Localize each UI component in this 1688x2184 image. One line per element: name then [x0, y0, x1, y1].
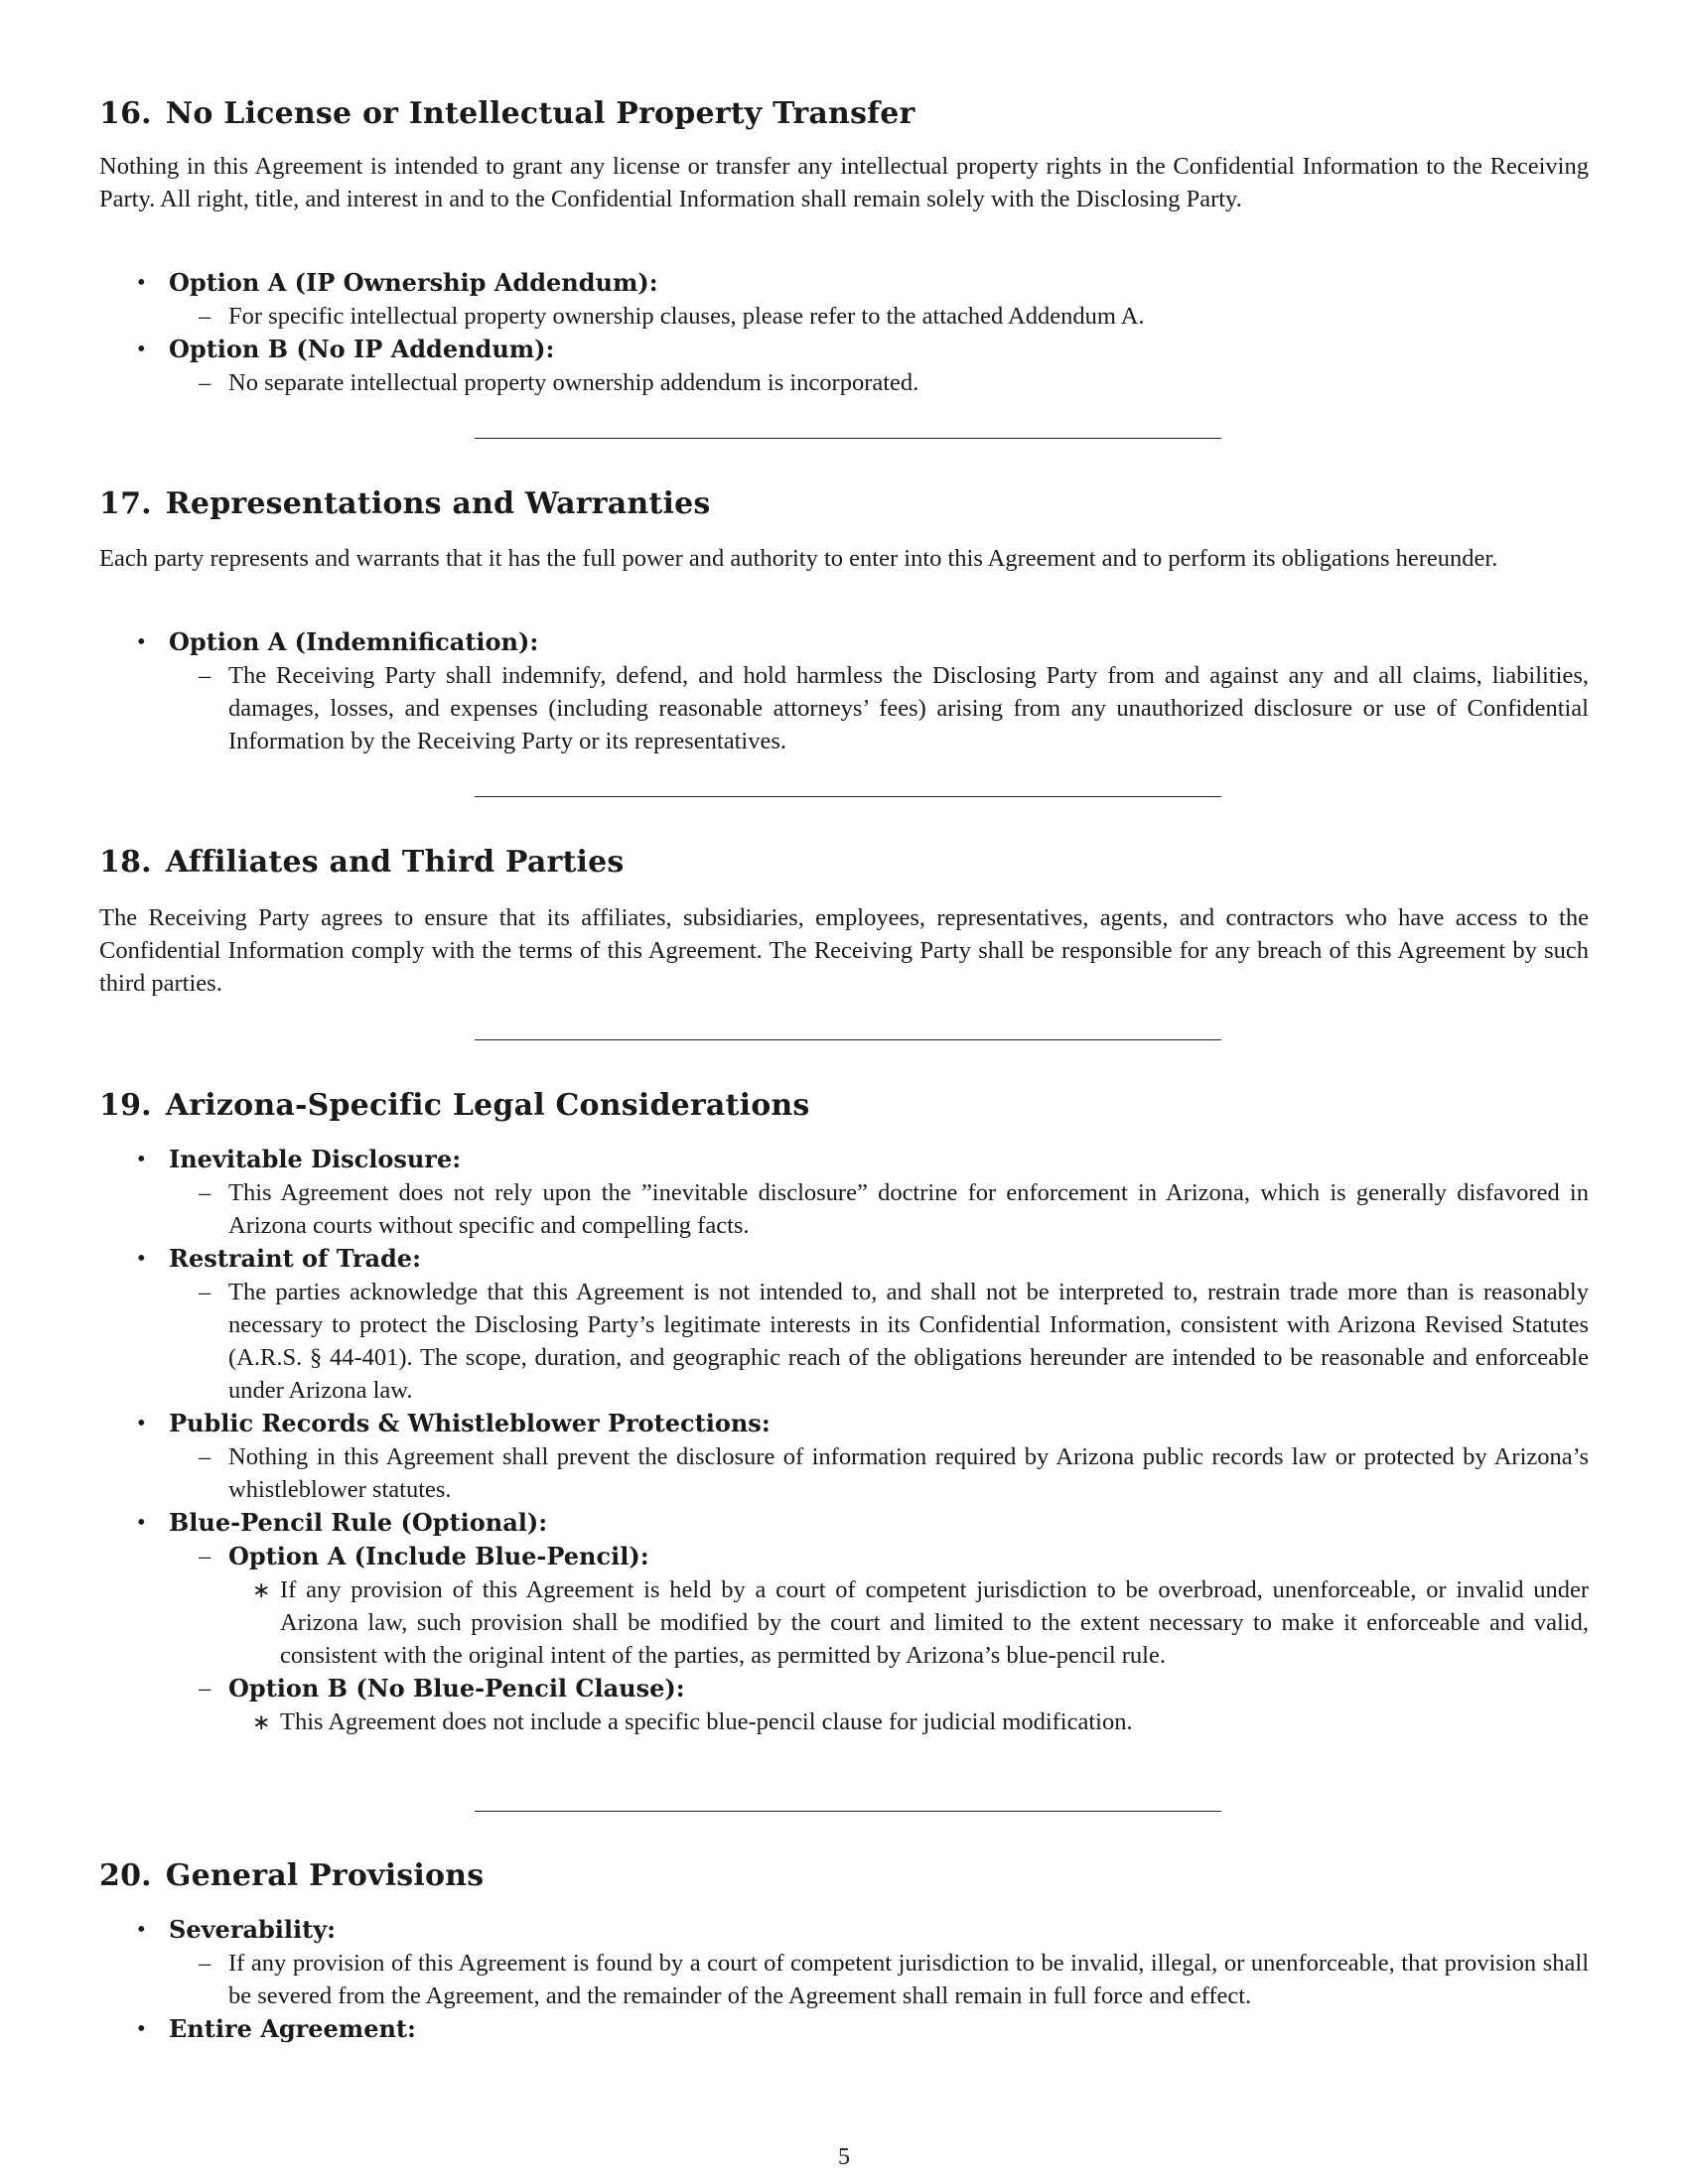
section-divider [475, 796, 1221, 797]
list-item: • Inevitable Disclosure: [137, 1145, 462, 1173]
list-item: • Option A (Indemnification): [137, 627, 539, 656]
list-subsubitem: ∗ If any provision of this Agreement is held by a court of competent jurisdiction to be overbroad, unenforceable, or invalid under Arizona law, such provision shall be modified by the court and limited to the extent necessary to make it enforceable and valid, consistent with the original intent of the parties, as permitted by Arizona’s blue-pencil rule. [252, 1576, 1589, 1669]
section-19-list [99, 1143, 1589, 1738]
list-subitem: – Option B (No Blue-Pencil Clause): [199, 1674, 685, 1703]
section-17-heading: 17. Representations and Warranties [99, 486, 711, 521]
section-19-heading: 19. Arizona-Specific Legal Considerations [99, 1088, 810, 1123]
list-subitem: – Option A (Include Blue-Pencil): [199, 1542, 649, 1570]
list-item: • Public Records & Whistleblower Protections: [137, 1409, 771, 1437]
list-item: • Restraint of Trade: [137, 1244, 421, 1273]
list-item: • Option B (No IP Addendum): [137, 335, 555, 363]
list-item: • Entire Agreement: [137, 2014, 416, 2043]
list-subitem: – The parties acknowledge that this Agreement is not intended to, and shall not be interpreted to, restrain trade more than is reasonably necessary to protect the Disclosing Party’s legitimate interests in its Confidential Information, consistent with Arizona Revised Statutes (A.R.S. § 44-401). The scope, duration, and geographic reach of the obligations hereunder are intended to be reasonable and enforceable under Arizona law. [199, 1279, 1589, 1404]
section-17-body: Each party represents and warrants that it has the full power and authority to enter into this Agreement and to perform its obligations hereunder. [99, 545, 1498, 572]
list-item: • Option A (IP Ownership Addendum): [137, 268, 658, 297]
section-16-body: Nothing in this Agreement is intended to grant any license or transfer any intellectual property rights in the Confidential Information to the Receiving Party. All right, title, and interest in and to the Confidential Information shall remain solely with the Disclosing Party. [99, 153, 1589, 212]
page-number: 5 [838, 2144, 850, 2170]
list-item: • Severability: [137, 1915, 337, 1944]
list-subsubitem: ∗ This Agreement does not include a specific blue-pencil clause for judicial modification. [252, 1708, 1133, 1735]
section-divider [475, 1811, 1221, 1812]
document-page [99, 0, 1589, 2184]
section-18-heading: 18. Affiliates and Third Parties [99, 845, 625, 880]
section-20-list [99, 1913, 1589, 2046]
section-16-heading: 16. No License or Intellectual Property Transfer [99, 96, 915, 131]
section-17-list [99, 625, 1589, 757]
list-item: • Blue-Pencil Rule (Optional): [137, 1508, 548, 1537]
section-18-body: The Receiving Party agrees to ensure that its affiliates, subsidiaries, employees, representatives, agents, and contractors who have access to the Confidential Information comply with the terms of this Agreement. The Receiving Party shall be responsible for any breach of this Agreement by such third parties. [99, 904, 1589, 997]
list-subitem: – Nothing in this Agreement shall prevent the disclosure of information required by Arizona public records law or protected by Arizona’s whistleblower statutes. [199, 1443, 1589, 1503]
list-subitem: – No separate intellectual property ownership addendum is incorporated. [199, 369, 919, 396]
list-subitem: – If any provision of this Agreement is found by a court of competent jurisdiction to be invalid, illegal, or unenforceable, that provision shall be severed from the Agreement, and the remainder of the Agreement shall remain in full force and effect. [199, 1950, 1589, 2009]
list-subitem: – The Receiving Party shall indemnify, defend, and hold harmless the Disclosing Party from and against any and all claims, liabilities, damages, losses, and expenses (including reasonable attorneys’ fees) arising from any unauthorized disclosure or use of Confidential Information by the Receiving Party or its representatives. [199, 662, 1589, 754]
section-divider [475, 438, 1221, 439]
section-divider [475, 1039, 1221, 1040]
section-16-list [99, 266, 1589, 399]
list-subitem: – This Agreement does not rely upon the ”inevitable disclosure” doctrine for enforcement in Arizona, which is generally disfavored in Arizona courts without specific and compelling facts. [199, 1179, 1589, 1239]
section-20-heading: 20. General Provisions [99, 1858, 485, 1893]
list-subitem: – For specific intellectual property ownership clauses, please refer to the attached Addendum A. [199, 303, 1145, 330]
